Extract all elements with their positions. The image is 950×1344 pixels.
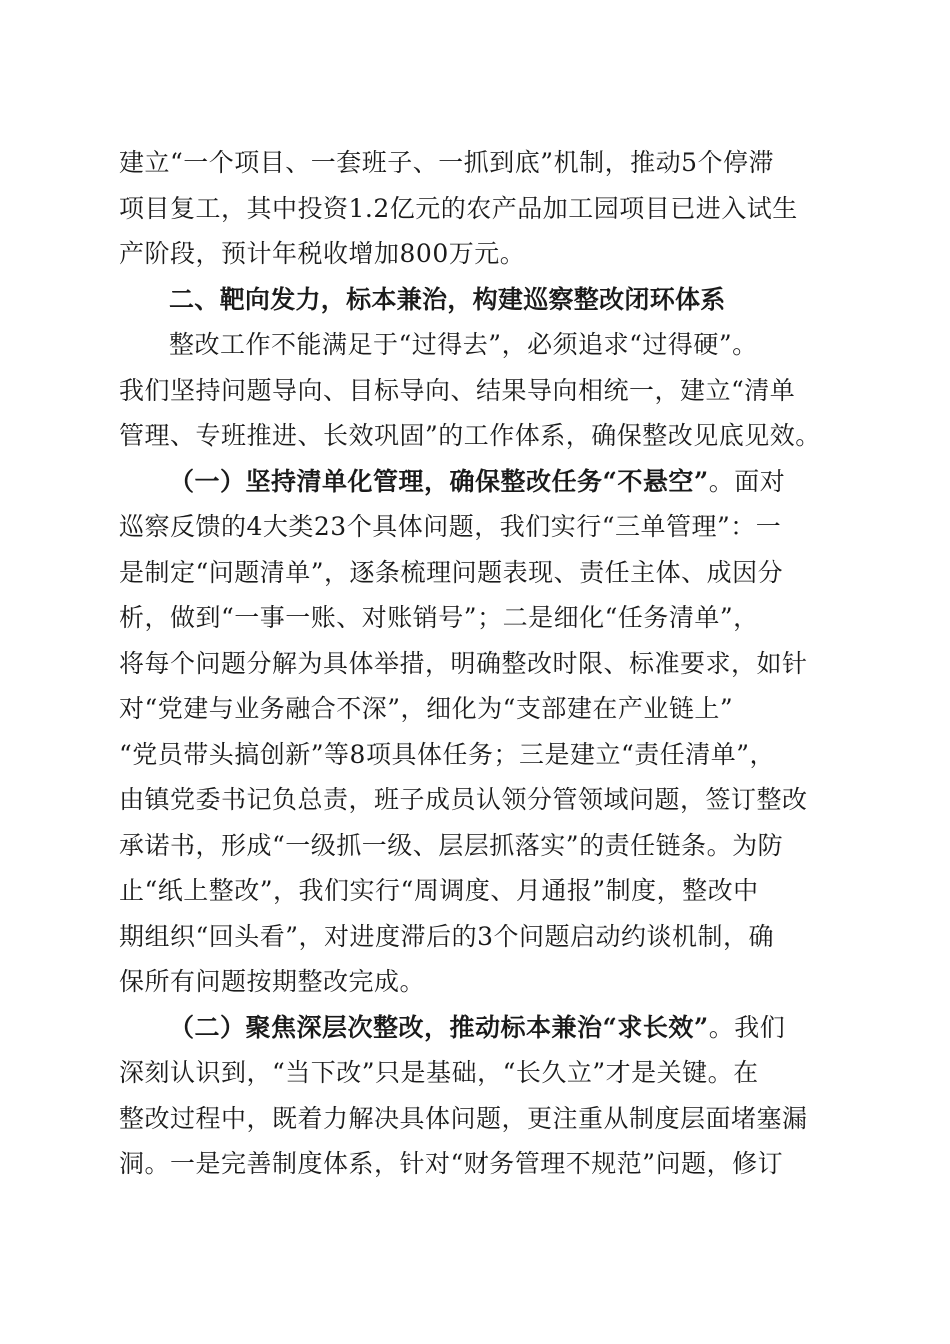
document-body (119, 140, 831, 1187)
paragraph-line: 我们坚持问题导向、目标导向、结果导向相统一，建立“清单 (119, 375, 796, 405)
paragraph-line: 是制定“问题清单”，逐条梳理问题表现、责任主体、成因分 (119, 557, 784, 587)
paragraph-text: 。我们 (708, 1012, 786, 1042)
paragraph-line: 止“纸上整改”，我们实行“周调度、月通报”制度，整改中 (119, 876, 759, 905)
paragraph-line: 建立“一个项目、一套班子、一抓到底”机制，推动5个停滞 (119, 148, 774, 177)
paragraph-line: 管理、专班推进、长效巩固”的工作体系，确保整改见底见效。 (119, 421, 821, 450)
paragraph-line: 由镇党委书记负总责，班子成员认领分管领域问题，签订整改 (119, 785, 808, 814)
paragraph-line: 保所有问题按期整改完成。 (119, 967, 426, 996)
paragraph-line: 整改过程中，既着力解决具体问题，更注重从制度层面堵塞漏 (119, 1103, 808, 1133)
paragraph-line: 对“党建与业务融合不深”，细化为“支部建在产业链上” (119, 694, 734, 723)
paragraph-line: 承诺书，形成“一级抓一级、层层抓落实”的责任链条。为防 (119, 830, 784, 860)
paragraph-line: 析，做到“一事一账、对账销号”；二是细化“任务清单”， (119, 603, 759, 632)
paragraph-line: 项目复工，其中投资1.2亿元的农产品加工园项目已进入试生 (119, 193, 798, 223)
paragraph-line: 期组织“回头看”，对进度滞后的3个问题启动约谈机制，确 (119, 921, 774, 951)
paragraph-line: “党员带头搞创新”等8项具体任务；三是建立“责任清单”， (119, 739, 776, 769)
subsection-heading: （二）聚焦深层次整改，推动标本兼治“求长效” (169, 1012, 709, 1042)
paragraph-text: 。面对 (708, 466, 786, 496)
paragraph-line: 整改工作不能满足于“过得去”，必须追求“过得硬”。 (169, 330, 758, 359)
paragraph-line: 产阶段，预计年税收增加800万元。 (119, 239, 526, 268)
paragraph-line: 巡察反馈的4大类23个具体问题，我们实行“三单管理”：一 (119, 512, 782, 541)
paragraph-line: 将每个问题分解为具体举措，明确整改时限、标准要求，如针 (119, 648, 808, 678)
paragraph-line: 深刻认识到，“当下改”只是基础，“长久立”才是关键。在 (119, 1058, 759, 1087)
section-heading: 二、靶向发力，标本兼治，构建巡察整改闭环体系 (169, 284, 726, 314)
subsection-heading: （一）坚持清单化管理，确保整改任务“不悬空” (169, 466, 709, 496)
subsection-line (119, 459, 831, 505)
subsection-line (119, 1005, 831, 1051)
paragraph-line: 洞。一是完善制度体系，针对“财务管理不规范”问题，修订 (119, 1149, 784, 1178)
